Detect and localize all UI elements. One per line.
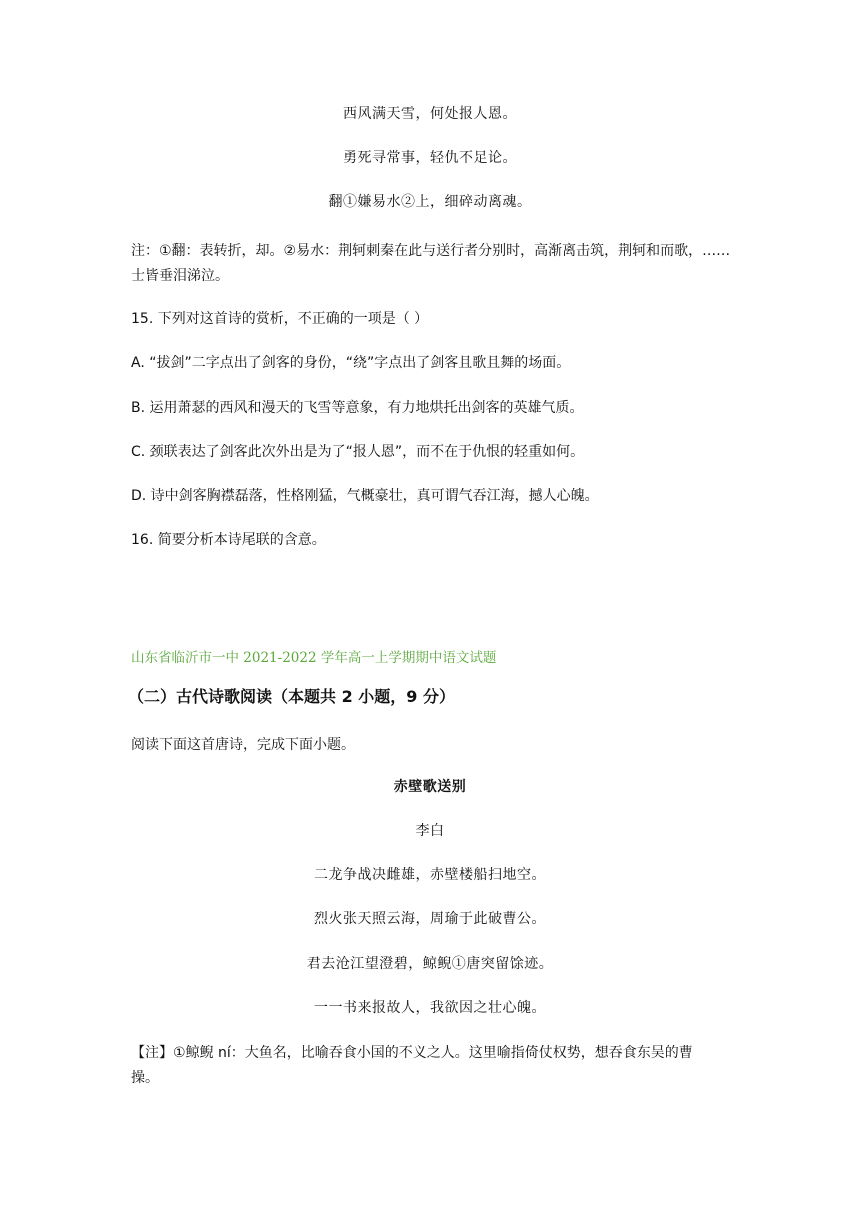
question-15-option-b: B. 运用萧瑟的西风和漫天的飞雪等意象，有力地烘托出剑客的英雄气质。 [131,400,584,416]
poem2-author: 李白 [415,823,445,839]
question-15-option-a: A. “拔剑”二字点出了剑客的身份，“绕”字点出了剑客且歌且舞的场面。 [131,355,571,371]
poem1-line-2: 勇死寻常事，轻仇不足论。 [343,150,517,166]
poem2-line-1: 二龙争战决雌雄，赤壁楼船扫地空。 [314,867,546,883]
section-source: 山东省临沂市一中 2021-2022 学年高一上学期期中语文试题 [131,650,497,666]
section-heading: （二）古代诗歌阅读（本题共 2 小题，9 分） [128,687,455,706]
poem2-line-4: 一一书来报故人，我欲因之壮心魄。 [314,1000,546,1016]
poem1-note-line-1: 注：①翻：表转折，却。②易水：荆轲刺秦在此与送行者分别时，高渐离击筑，荆轲和而歌，…… [131,243,731,259]
poem2-title: 赤壁歌送别 [393,779,467,795]
question-16-stem: 16. 简要分析本诗尾联的含意。 [131,532,326,548]
poem2-note-line-1: 【注】①鲸鲵 ní：大鱼名，比喻吞食小国的不义之人。这里喻指倚仗权势，想吞食东吴的曹 [131,1045,693,1061]
poem1-note-line-2: 士皆垂泪涕泣。 [131,268,229,284]
section-instruction: 阅读下面这首唐诗，完成下面小题。 [131,737,355,753]
poem2-line-2: 烈火张天照云海，周瑜于此破曹公。 [314,911,546,927]
question-15-option-d: D. 诗中剑客胸襟磊落，性格刚猛，气概豪壮，真可谓气吞江海，撼人心魄。 [131,488,599,504]
poem2-line-3: 君去沧江望澄碧，鲸鲵①唐突留馀迹。 [306,956,554,972]
poem1-line-3: 翻①嫌易水②上，细碎动离魂。 [328,194,532,210]
question-15-stem: 15. 下列对这首诗的赏析，不正确的一项是（ ） [131,311,429,327]
poem2-note-line-2: 操。 [131,1070,159,1086]
question-15-option-c: C. 颈联表达了剑客此次外出是为了“报人恩”，而不在于仇恨的轻重如何。 [131,444,585,460]
poem1-line-1: 西风满天雪，何处报人恩。 [343,106,517,122]
